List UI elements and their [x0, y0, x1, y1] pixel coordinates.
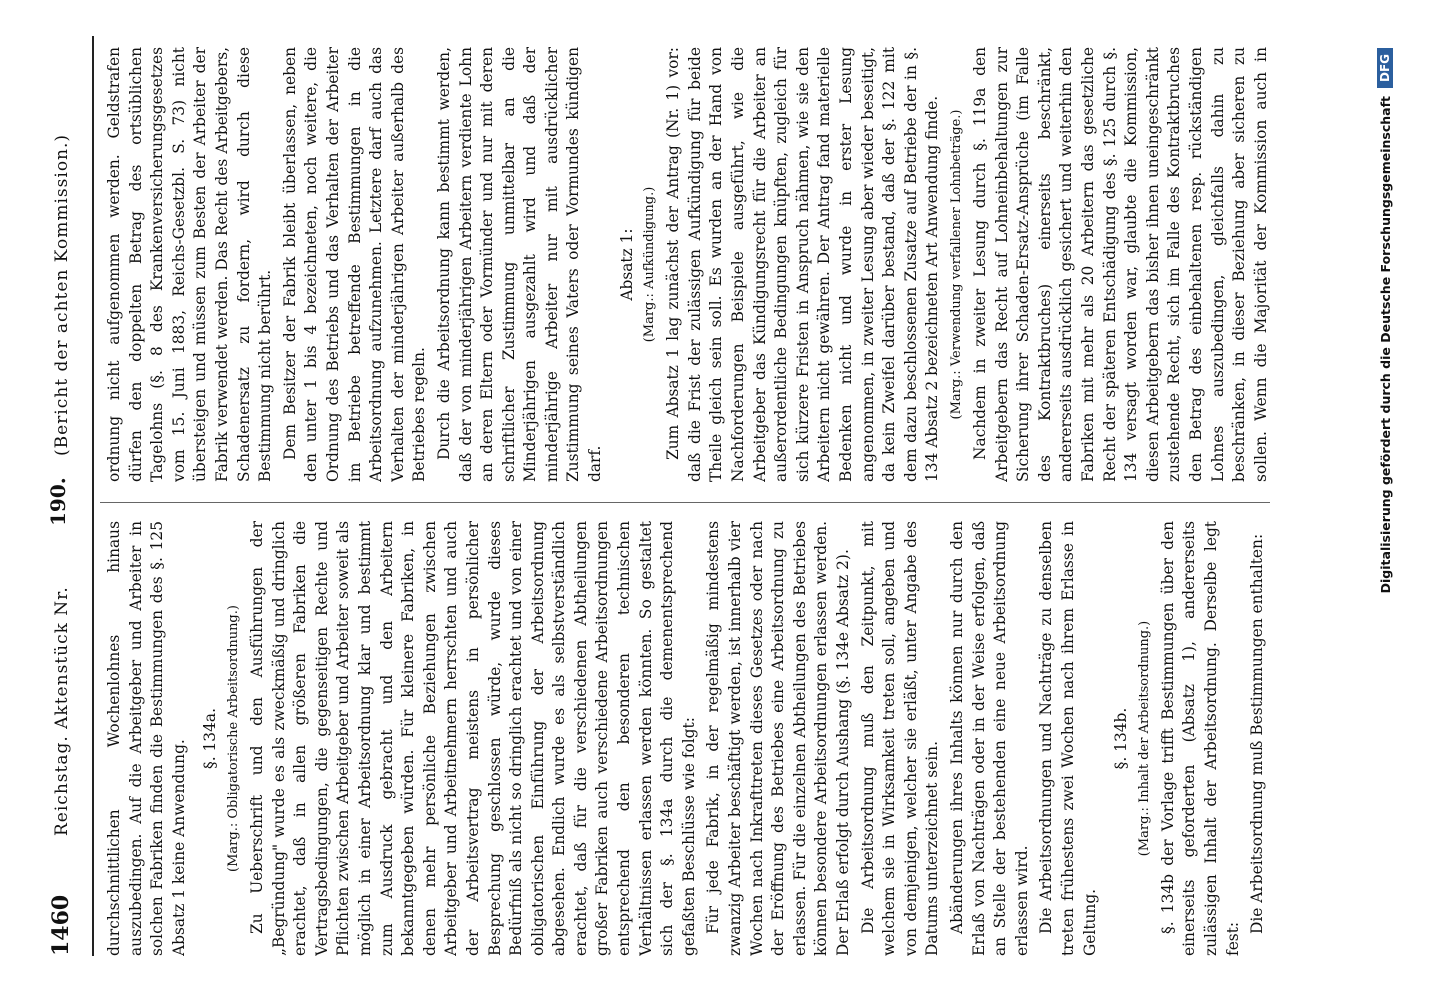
- dfg-credit-text: Digitalisierung gefördert durch die Deutsche Forschungsgemeinschaft: [1377, 96, 1393, 594]
- page-header: [40, 36, 94, 956]
- paragraph: Nachdem in zweiter Lesung durch §. 119a den Arbeitgebern das Recht auf Lohneinbehaltungen zur Sicherung ihrer Schaden-Ersatz-Ansprüche (im Falle des Kontraktbruches) einerseits beschränkt, andererseits ausdrücklich gesichert und weiterhin den Fabriken mit mehr als 20 Arbeitern das gesetzliche Recht der späteren Entschädigung des §. 125 durch §. 134 versagt worden war, glaubte die Kommission, diesen Arbeitgebern das bisher ihnen uneingeschränkt zustehende Recht, sich im Falle des Kontraktbruches den Betrag des einbehaltenen resp. rückständigen Lohnes auszubedingen, gleichfalls dahin zu beschränken, in dieser Beziehung aber sicheren zu sollen. Wenn die Majorität der Kommission auch in: [970, 47, 1270, 482]
- paragraph: Die Arbeitsordnungen und Nachträge zu denselben treten frühestens zwei Wochen nach ihrem Erlasse in Geltung.: [1037, 521, 1099, 956]
- margin-note: (Marg.: Verwendung verfallener Lohnbeträge.): [948, 109, 964, 420]
- paragraph: Die Arbeitsordnung muß Bestimmungen enthalten:: [1248, 533, 1267, 934]
- document-number: 190.: [46, 477, 70, 526]
- paragraph: Für jede Fabrik, in der regelmäßig mindestens zwanzig Arbeiter beschäftigt werden, ist innerhalb vier Wochen nach Inkrafttreten dieses Gesetzes oder nach der Eröffnung des Betriebes eine Arbeitsordnung zu erlassen. Für die einzelnen Abtheilungen des Betriebes können besondere Arbeitsordnungen erlassen werden. Der Erlaß erfolgt durch Aushang (§. 134e Absatz 2).: [704, 521, 852, 956]
- paragraph: durchschnittlichen Wochenlohnes hinaus auszubedingen. Auf die Arbeitgeber und Arbeiter in solchen Fabriken finden die Bestimmungen des §. 125 Absatz 1 keine Anwendung.: [105, 521, 188, 956]
- section-heading: §. 134a.: [201, 708, 220, 769]
- page-number: 1460: [48, 894, 74, 956]
- margin-note: (Marg.: Obligatorische Arbeitsordnung.): [225, 605, 241, 872]
- header-left: Reichstag. Aktenstück Nr.: [52, 586, 72, 836]
- section-heading: Absatz 1:: [617, 228, 636, 301]
- column-divider: [100, 502, 1270, 503]
- paragraph: ordnung nicht aufgenommen werden. Geldstrafen dürfen den doppelten Betrag des ortsüblichen Tagelohns (§. 8 des Krankenversicherungsgesetzes vom 15. Juni 1883, Reichs-Gesetzbl. S. 73) nicht übersteigen und müssen zum Besten der Arbeiter der Fabrik verwendet werden. Das Recht des Arbeitgebers, Schadenersatz zu fordern, wird durch diese Bestimmung nicht berührt.: [105, 47, 275, 482]
- list-item: [1272, 521, 1274, 956]
- paragraph: §. 134b der Vorlage trifft Bestimmungen über den einerseits geforderten (Absatz 1), andererseits zulässigen Inhalt der Arbeitsordnung. Derselbe legt fest:: [1158, 521, 1242, 956]
- header-right: (Bericht der achten Kommission.): [52, 133, 72, 456]
- section-heading: §. 134b.: [1112, 707, 1131, 770]
- dfg-logo-icon: DFG: [1377, 48, 1393, 88]
- margin-note: (Marg.: Inhalt der Arbeitsordnung.): [1136, 620, 1152, 857]
- paragraph: Zu Ueberschrift und den Ausführungen der „Begründung" wurde es als zweckmäßig und dringlich erachtet, daß in allen größeren Fabriken die Vertragsbedingungen, die gegenseitigen Rechte und Pflichten zwischen Arbeitgeber und Arbeiter soweit als möglich in einer Arbeitsordnung klar und bestimmt zum Ausdruck gebracht und den Arbeitern bekanntgegeben würden. Für kleinere Fabriken, in denen mehr persönliche Beziehungen zwischen Arbeitgeber und Arbeitnehmern herrschten und auch der Arbeitsvertrag meistens in persönlicher Besprechung geschlossen würde, wurde dieses Bedürfniß als nicht so dringlich erachtet und von einer obligatorischen Einführung der Arbeitsordnung abgesehen. Endlich wurde es als selbstverständlich erachtet, daß für die verschiedenen Abtheilungen großer Fabriken auch verschiedene Arbeitsordnungen entsprechend den besonderen technischen Verhältnissen erlassen werden könnten. So gestaltet sich der §. 134a durch die demenentsprechend gefaßten Beschlüsse wie folgt:: [247, 521, 698, 956]
- paragraph: Zum Absatz 1 lag zunächst der Antrag (Nr. 1) vor: daß die Frist der zulässigen Aufkündigung für beide Theile gleich sein soll. Es wurden an der Hand von Nachforderungen Beispiele ausgeführt, wie die Arbeitgeber das Kündigungsrecht für die Arbeiter an außerordentliche Bedingungen knüpften, zugleich für sich kürzere Fristen in Anspruch nähmen, wie sie den Arbeitern nicht gewähren. Der Antrag fand materielle Bedenken nicht und wurde in erster Lesung angenommen, in zweiter Lesung aber wieder beseitigt, da kein Zweifel darüber bestand, daß der §. 122 mit dem dazu beschlossenen Zusatze auf Betriebe der in §. 134 Absatz 2 bezeichneten Art Anwendung finde.: [664, 47, 942, 482]
- left-column: [104, 521, 1274, 956]
- paragraph: Die Arbeitsordnung muß den Zeitpunkt, mit welchem sie in Wirksamkeit treten soll, angeben und von demjenigen, welcher sie erläßt, unter Angabe des Datums unterzeichnet sein.: [858, 521, 942, 956]
- right-column: [104, 47, 1274, 482]
- dfg-footer: [1372, 48, 1398, 948]
- margin-note: (Marg.: Aufkündigung.): [642, 186, 658, 343]
- paragraph: Durch die Arbeitsordnung kann bestimmt werden, daß der von minderjährigen Arbeitern verdiente Lohn an deren Eltern oder Vormünder und nur mit deren schriftlicher Zustimmung unmittelbar an die Minderjährigen ausgezahlt wird und daß der minderjährige Arbeiter nur mit ausdrücklicher Zustimmung seines Vaters oder Vormundes kündigen darf.: [434, 47, 605, 482]
- paragraph: Dem Besitzer der Fabrik bleibt überlassen, neben den unter 1 bis 4 bezeichneten, noch weitere, die Ordnung des Betriebs und das Verhalten der Arbeiter im Betriebe betreffende Bestimmungen in die Arbeitsordnung aufzunehmen. Letztere darf auch das Verhalten der minderjährigen Arbeiter außerhalb des Betriebes regeln.: [280, 47, 429, 482]
- paragraph: Abänderungen ihres Inhalts können nur durch den Erlaß von Nachträgen oder in der Weise erfolgen, daß an Stelle der bestehenden eine neue Arbeitsordnung erlassen wird.: [947, 521, 1031, 956]
